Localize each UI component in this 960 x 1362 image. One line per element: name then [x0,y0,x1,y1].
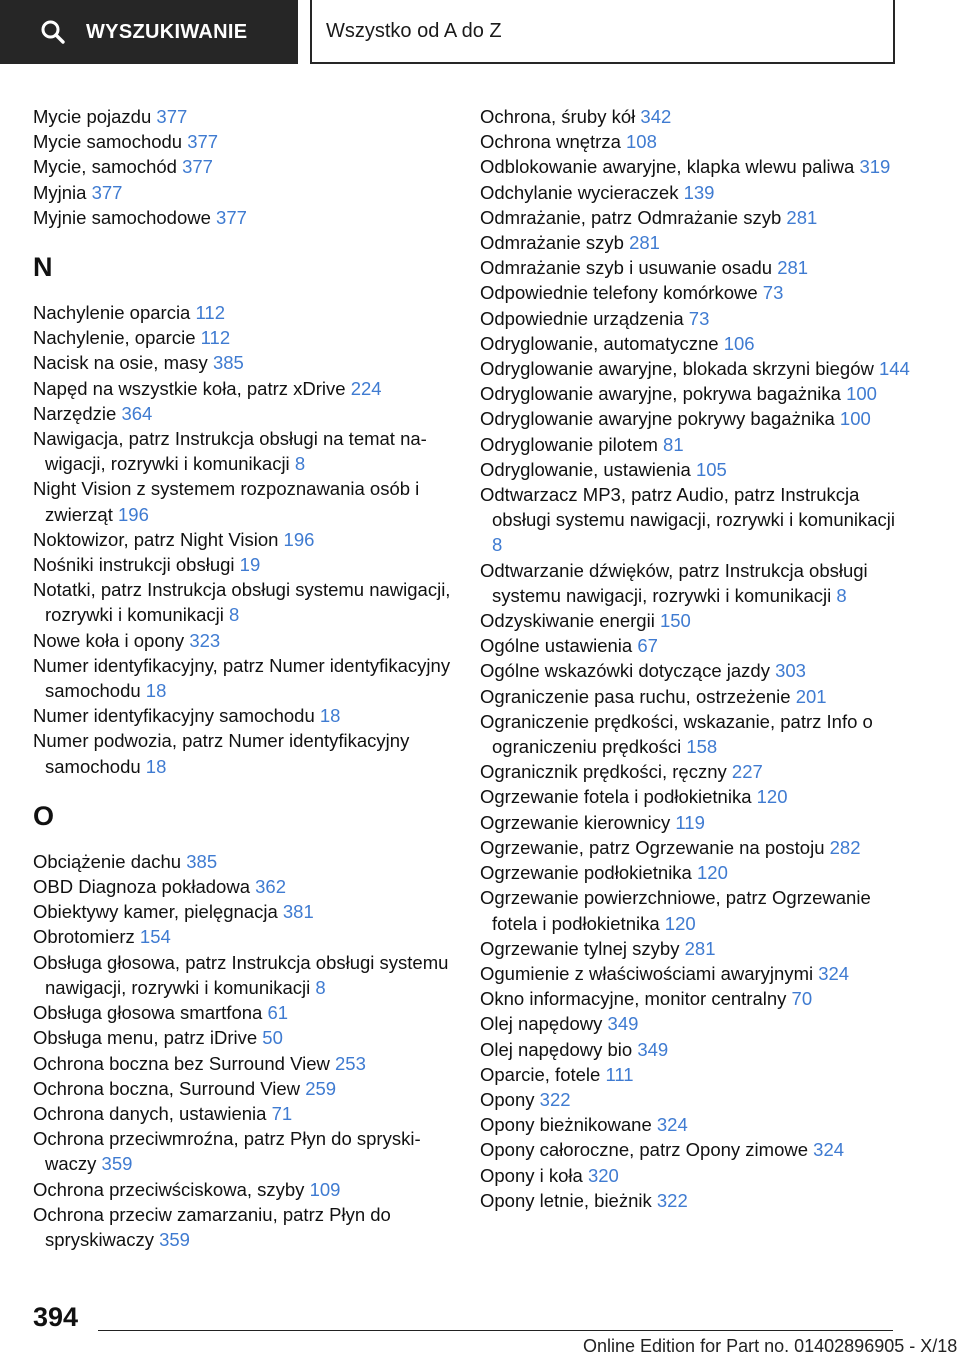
page-link[interactable]: 359 [101,1153,133,1175]
page-link[interactable]: 100 [846,383,877,405]
page-link[interactable]: 224 [350,377,382,399]
page-link[interactable]: 381 [282,901,314,923]
index-entry [480,608,910,633]
page-link[interactable]: 377 [182,156,213,178]
page-link[interactable]: 81 [663,433,684,455]
page-link[interactable]: 253 [335,1052,366,1074]
index-entry-text: Obsługa menu, patrz iDrive [33,1027,258,1049]
index-entry [480,104,910,129]
page-link[interactable]: 73 [762,282,784,304]
index-entry [480,180,910,205]
index-entry [33,104,453,129]
index-entry-text: Odryglowanie pilotem [480,433,658,455]
index-entry [33,899,453,924]
page-link[interactable]: 324 [813,1139,845,1161]
index-entry [33,476,453,526]
index-entry-text: Mycie, samochód [33,156,177,178]
footer-divider [98,1330,893,1331]
page-link[interactable]: 282 [829,836,861,858]
page-link[interactable]: 281 [777,257,809,279]
page-link[interactable]: 377 [216,206,247,228]
index-entry-text: Numer identyfikacyjny samochodu [33,705,315,727]
page-link[interactable]: 349 [637,1038,669,1060]
page-link[interactable]: 322 [539,1088,571,1110]
index-entry-text: Narzędzie [33,402,117,424]
index-entry [480,658,910,683]
index-entry-text: Notatki, patrz Instrukcja obsługi systemu nawigacji, rozrywki i komunikacji [33,579,451,626]
page-link[interactable]: 71 [271,1102,293,1124]
page-link[interactable]: 320 [587,1164,619,1186]
index-entry [33,1051,453,1076]
index-entry [480,406,910,431]
page-link[interactable]: 227 [731,761,763,783]
index-entry-text: Opony całoroczne, patrz Opony zimowe [480,1139,809,1161]
index-entry [33,401,453,426]
index-entry-text: Napęd na wszystkie koła, patrz xDrive [33,377,346,399]
index-entry [33,924,453,949]
page-link[interactable]: 8 [294,453,306,475]
index-entry [33,1025,453,1050]
index-entry [480,1037,910,1062]
index-entry-text: Ochrona wnętrza [480,131,621,153]
index-entry [33,205,453,230]
index-entry [480,306,910,331]
index-column-right [480,104,910,1213]
index-entry-text: Opony [480,1088,535,1110]
page-link[interactable]: 324 [818,962,850,984]
page-link[interactable]: 18 [145,755,167,777]
page-link[interactable]: 342 [640,106,672,127]
index-entry-text: Ogrzewanie fotela i podłokietnika [480,786,752,808]
page-link[interactable]: 385 [186,850,218,872]
index-entry [480,885,910,935]
index-entry [480,835,910,860]
index-entry-text: OBD Diagnoza pokładowa [33,876,250,898]
index-entry [33,300,453,325]
index-entry-text: Odpowiednie telefony komórkowe [480,282,758,304]
index-entry-text: Obsługa głosowa smartfona [33,1002,263,1024]
page-link[interactable]: 196 [283,528,315,550]
index-entry-text: Obiektywy kamer, pielęgnacja [33,901,278,923]
page-link[interactable]: 377 [187,131,219,153]
index-entry-text: Ochrona przeciw zamarzaniu, patrz Płyn do spryskiwaczy [33,1203,391,1250]
index-entry [480,129,910,154]
index-entry-text: Odmrażanie, patrz Odmrażanie szyb [480,206,782,228]
index-entry [480,482,910,558]
page-link[interactable]: 359 [159,1228,190,1250]
index-entry-text: Odpowiednie urządzenia [480,307,684,329]
index-entry [33,874,453,899]
page-link[interactable]: 109 [309,1178,341,1200]
index-entry [480,1163,910,1188]
index-entry [480,432,910,457]
index-entry-text: Ochrona, śruby kół [480,106,636,127]
page-link[interactable]: 50 [262,1027,283,1049]
page-link[interactable]: 201 [795,685,827,707]
index-column-left [33,104,453,1252]
index-entry-text: Odryglowanie awaryjne, pokrywa bagażnika [480,383,841,405]
index-entry-text: Odryglowanie awaryjne pokrywy bagażnika [480,408,835,430]
page-link[interactable]: 385 [212,352,244,374]
search-icon [40,19,66,45]
index-entry [33,628,453,653]
page-link[interactable]: 349 [607,1013,639,1035]
index-entry-text: Ochrona przeciwściskowa, szyby [33,1178,305,1200]
page-link[interactable]: 154 [139,926,171,948]
page-link[interactable]: 8 [315,976,326,998]
index-entry-text: Opony i koła [480,1164,583,1186]
index-entry [33,426,453,476]
index-entry-text: Opony bieżnikowane [480,1114,652,1136]
index-entry-text: Olej napędowy bio [480,1038,633,1060]
index-entry-text: Obciążenie dachu [33,850,182,872]
index-entry [480,1188,910,1213]
index-entry-text: Okno informacyjne, monitor centralny [480,988,787,1010]
index-entry-text: Myjnia [33,181,87,203]
index-entry [33,376,453,401]
index-entry-text: Odmrażanie szyb i usuwanie osadu [480,257,773,279]
index-entry [33,1101,453,1126]
index-letter-heading: N [33,252,53,283]
page-link[interactable]: 8 [836,584,847,606]
index-entry [480,1137,910,1162]
index-entry-text: Night Vision z systemem rozpoznawania osób i zwierząt [33,478,420,525]
index-entry-text: Ogólne wskazówki dotyczące jazdy [480,660,770,682]
page-number: 394 [33,1302,79,1332]
page-link[interactable]: 323 [189,629,221,651]
index-entry [33,1000,453,1025]
index-entry [33,1126,453,1176]
page-link[interactable]: 100 [839,408,871,430]
index-entry-text: Nachylenie, oparcie [33,327,196,349]
page-link[interactable]: 18 [319,705,341,727]
index-entry-text: Odtwarzanie dźwięków, patrz Instrukcja obsługi systemu nawigacji, rozrywki i komunikacji [480,559,868,606]
page-link[interactable]: 120 [664,912,696,934]
page-link[interactable]: 362 [255,876,287,898]
page-link[interactable]: 8 [492,534,503,556]
index-entry [480,558,910,608]
index-entry [33,527,453,552]
page-link[interactable]: 61 [267,1002,289,1024]
index-entry-text: Ogranicznik prędkości, ręczny [480,761,727,783]
page-link[interactable]: 19 [239,554,261,576]
index-entry-text: Nowe koła i opony [33,629,185,651]
index-entry [33,350,453,375]
page-link[interactable]: 377 [156,106,188,127]
index-entry [33,1202,453,1252]
index-entry [480,936,910,961]
index-entry [33,325,453,350]
page-link[interactable]: 324 [656,1114,688,1136]
page-link[interactable]: 144 [878,358,910,380]
index-entry-text: Nacisk na osie, masy [33,352,208,374]
page-link[interactable]: 8 [229,604,240,626]
index-entry-text: Nachylenie oparcia [33,302,191,324]
index-entry-text: Oparcie, fotele [480,1063,601,1085]
index-entry-text: Odtwarzacz MP3, patrz Audio, patrz Instrukcja obsługi systemu nawigacji, rozrywki i komunikacji [480,484,896,531]
page-link[interactable]: 67 [637,635,658,657]
index-entry-text: Ogrzewanie podłokietnika [480,862,692,884]
index-entry-text: Odblokowanie awaryjne, klapka wlewu paliwa [480,156,855,178]
index-entry-text: Ogumienie z właściwościami awaryjnymi [480,962,814,984]
page-link[interactable]: 112 [200,327,231,349]
index-entry [33,129,453,154]
index-entry-text: Ochrona boczna bez Surround View [33,1052,330,1074]
page-link[interactable]: 196 [118,503,149,525]
page-link[interactable]: 158 [686,736,718,758]
page-link[interactable]: 281 [684,937,716,959]
top-bar [0,0,960,66]
index-entry-text: Olej napędowy [480,1013,603,1035]
index-entry [480,759,910,784]
index-entry [480,633,910,658]
index-entry-text: Odzyskiwanie energii [480,610,655,632]
search-button[interactable] [0,0,298,64]
index-letter-heading: O [33,800,55,831]
page-link[interactable]: 105 [695,458,727,480]
index-entry [480,961,910,986]
index-entry [480,331,910,356]
section-title-tab[interactable] [310,0,895,64]
footer-edition: Online Edition for Part no. 01402896905 - X/18 [583,1336,958,1356]
index-entry-text: Mycie pojazdu [33,106,152,127]
index-entry [480,280,910,305]
index-entry [480,709,910,759]
index-entry [480,860,910,885]
page-link[interactable]: 150 [659,610,691,632]
page-link[interactable]: 364 [121,402,153,424]
index-entry [480,1062,910,1087]
index-entry [480,1011,910,1036]
index-entry [33,728,453,778]
index-entry [33,154,453,179]
page-link[interactable]: 259 [305,1077,337,1099]
page-link[interactable]: 106 [723,332,755,354]
index-entry-text: Odchylanie wycieraczek [480,181,679,203]
index-entry-text: Numer podwozia, patrz Numer identyfikacyjny samochodu [33,730,410,777]
search-label: WYSZUKIWANIE [86,20,248,43]
index-entry-text: Opony letnie, bieżnik [480,1189,652,1211]
index-entry [33,950,453,1000]
index-entry [480,986,910,1011]
index-entry [33,180,453,205]
page-link[interactable]: 281 [786,206,818,228]
page-link[interactable]: 70 [791,988,813,1010]
index-entry [480,205,910,230]
index-entry [480,784,910,809]
index-entry [480,810,910,835]
page-link[interactable]: 303 [775,660,806,682]
index-entry-text: Ograniczenie pasa ruchu, ostrzeżenie [480,685,791,707]
section-title: Wszystko od A do Z [326,19,502,42]
index-entry-text: Noktowizor, patrz Night Vision [33,528,279,550]
index-entry [480,457,910,482]
index-entry [480,1112,910,1137]
index-entry-text: Numer identyfikacyjny, patrz Numer identyfikacyjny samochodu [33,654,451,702]
index-entry-text: Nośniki instrukcji obsługi [33,554,235,576]
page-link[interactable]: 18 [145,680,167,702]
index-entry-text: Odmrażanie szyb [480,232,624,254]
page-link[interactable]: 322 [656,1189,688,1211]
index-entry [33,703,453,728]
index-entry [480,356,910,381]
index-entry [480,255,910,280]
page-link[interactable]: 73 [688,307,710,329]
index-entry-text: Nawigacja, patrz Instrukcja obsługi na temat nawigacji, rozrywki i komunikacji [33,428,427,475]
index-entry [33,653,453,703]
index-entry [33,1076,453,1101]
index-entry [480,154,910,179]
page-link[interactable]: 111 [605,1063,634,1085]
index-entry [33,552,453,577]
page-link[interactable]: 377 [91,181,123,203]
index-entry-text: Ochrona boczna, Surround View [33,1077,301,1099]
index-entry [480,230,910,255]
index-entry-text: Obrotomierz [33,926,135,948]
page-link[interactable]: 319 [859,156,891,178]
index-entry [480,1087,910,1112]
index-entry-text: Ochrona danych, ustawienia [33,1102,267,1124]
index-entry [33,1177,453,1202]
index-entry-text: Ogrzewanie powierzchniowe, patrz Ogrzewanie fotela i podłokietnika [480,887,871,934]
index-entry-text: Odryglowanie, ustawienia [480,458,691,480]
index-entry [33,577,453,627]
page-link[interactable]: 120 [697,862,728,884]
index-entry-text: Odryglowanie, automatyczne [480,332,719,354]
index-entry-text: Ogrzewanie, patrz Ogrzewanie na postoju [480,836,825,858]
index-entry [33,849,453,874]
page-link[interactable]: 119 [675,811,705,833]
index-entry [480,381,910,406]
index-entry-text: Obsługa głosowa, patrz Instrukcja obsługi systemu nawigacji, rozrywki i komunikacji [33,951,449,998]
page-link[interactable]: 112 [195,302,225,324]
page-link[interactable]: 108 [626,131,657,153]
index-entry-text: Ogólne ustawienia [480,635,633,657]
index-entry-text: Myjnie samochodowe [33,206,211,228]
page-link[interactable]: 281 [629,232,660,254]
index-entry-text: Mycie samochodu [33,131,183,153]
index-entry-text: Ogrzewanie tylnej szyby [480,937,680,959]
index-entry [480,684,910,709]
page-link[interactable]: 139 [683,181,715,203]
index-entry-text: Ochrona przeciwmroźna, patrz Płyn do spryskiwaczy [33,1128,421,1175]
index-entry-text: Ogrzewanie kierownicy [480,811,671,833]
index-entry-text: Ograniczenie prędkości, wskazanie, patrz Info o ograniczeniu prędkości [480,710,873,758]
index-entry-text: Odryglowanie awaryjne, blokada skrzyni biegów [480,358,874,380]
page-link[interactable]: 120 [756,786,788,808]
